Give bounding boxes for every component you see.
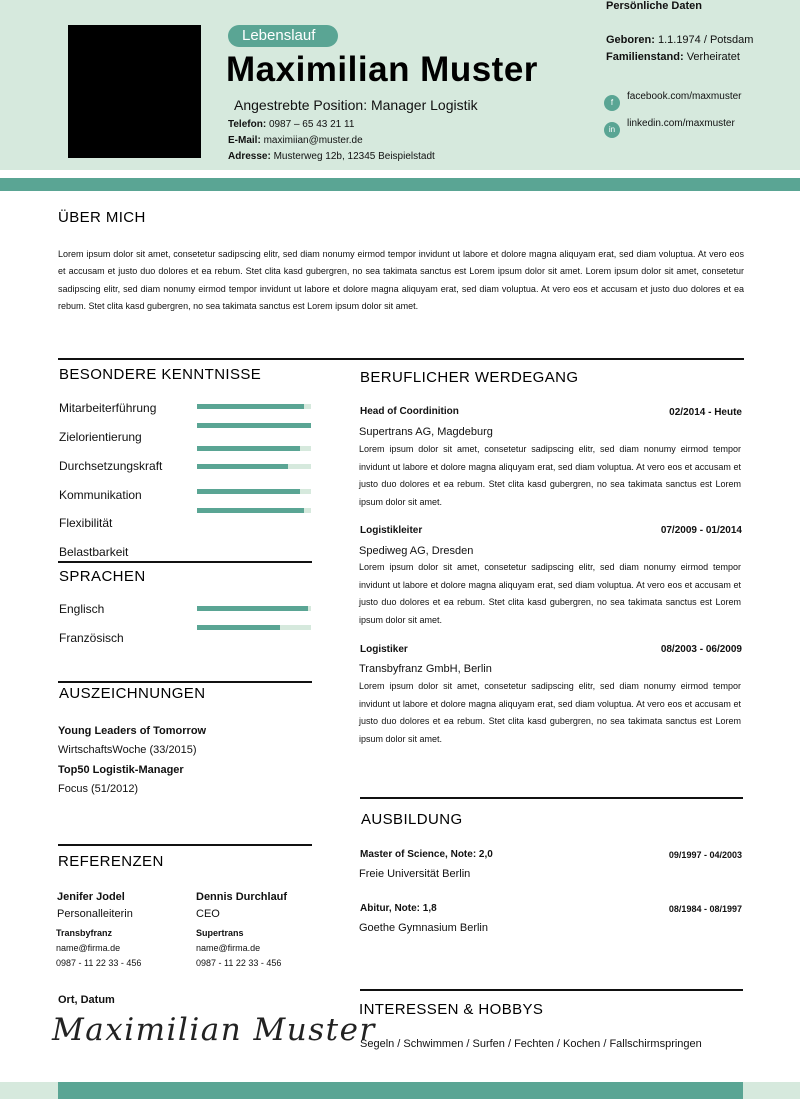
facebook-icon: f (604, 95, 620, 111)
skills-title: BESONDERE KENNTNISSE (59, 366, 262, 383)
skill-bar (197, 489, 311, 494)
reference-name: Dennis Durchlauf (196, 891, 288, 903)
hobbies-text: Segeln / Schwimmen / Surfen / Fechten / Kochen / Fallschirmspringen (360, 1038, 702, 1050)
job-date: 08/2003 - 06/2009 (660, 644, 742, 655)
email-row (228, 133, 568, 149)
phone-row (228, 117, 568, 133)
phone-label: Telefon: (228, 119, 267, 130)
degree: Abitur, Note: 1,8 (360, 903, 437, 914)
education-divider (360, 797, 743, 799)
reference-company: Supertrans (196, 928, 244, 938)
language-bar-fill (197, 625, 280, 630)
language-bar-fill (197, 606, 308, 611)
education-title: AUSBILDUNG (361, 811, 463, 828)
skill-bar (197, 508, 311, 513)
linkedin-link[interactable]: linkedin.com/maxmuster (627, 118, 735, 129)
reference-bottom (56, 926, 166, 967)
language-bar (197, 625, 311, 630)
experience-title: BERUFLICHER WERDEGANG (360, 369, 579, 386)
skill-bar (197, 446, 311, 451)
skill-bar-fill (197, 508, 304, 513)
language-label: Englisch (59, 602, 105, 616)
signature: Maximilian Muster (52, 1012, 376, 1048)
hobbies-divider (360, 989, 743, 991)
birth-row (606, 34, 753, 46)
born-value: 1.1.1974 / Potsdam (657, 34, 754, 46)
born-label: Geboren: (606, 34, 655, 46)
skill-bar-fill (197, 464, 288, 469)
job-date: 02/2014 - Heute (669, 407, 742, 418)
address-row (228, 149, 568, 165)
status-value: Verheiratet (686, 51, 740, 63)
skill-bar (197, 464, 311, 469)
job-description: Lorem ipsum dolor sit amet, consetetur sadipscing elitr, sed diam nonumy eirmod tempor invidunt ut labore et dolore magna aliquyam erat, sed diam voluptua. At vero eos et accusam et justo duo dolores et ea rebum. Stet clita kasd gubergren, no sea takimata sanctus est Lorem ipsum dolor sit amet. (359, 681, 741, 744)
skill-label: Kommunikation (59, 488, 142, 502)
phone-value: 0987 – 65 43 21 11 (268, 119, 355, 130)
awards-title: AUSZEICHNUNGEN (59, 685, 206, 702)
languages-divider (58, 561, 312, 563)
award-source: WirtschaftsWoche (33/2015) (58, 744, 197, 756)
skill-label: Zielorientierung (59, 430, 142, 444)
degree: Master of Science, Note: 2,0 (360, 849, 493, 860)
reference-top (56, 889, 166, 920)
skill-bar-fill (197, 404, 304, 409)
job-title: Head of Coordinition (360, 406, 459, 417)
job-title: Logistikleiter (360, 525, 423, 536)
hobbies-title: INTERESSEN & HOBBYS (359, 1001, 544, 1018)
contact-block (228, 117, 568, 162)
reference-company: Transbyfranz (56, 928, 113, 938)
about-text: Lorem ipsum dolor sit amet, consetetur sadipscing elitr, sed diam nonumy eirmod tempor invidunt ut labore et dolore magna aliquyam erat, sed diam voluptua. At vero eos et accusam et justo duo dolores et ea rebum. Stet clita kasd gubergren, no sea takimata sanctus est Lorem ipsum dolor sit amet. Lorem ipsum dolor sit amet, consetetur sadipscing elitr, sed diam nonumy eirmod tempor invidunt ut labore et dolore magna aliquyam erat, sed diam voluptua. At vero eos et accusam et justo duo dolores et ea rebum. Stet clita kasd gubergren, no sea takimata sanctus est Lorem ipsum dolor sit amet. (58, 249, 744, 311)
skill-bar (197, 404, 311, 409)
language-bar (197, 606, 311, 611)
linkedin-icon: in (604, 122, 620, 138)
reference-email: name@firma.de (56, 943, 121, 953)
reference-email: name@firma.de (196, 943, 261, 953)
job-description: Lorem ipsum dolor sit amet, consetetur sadipscing elitr, sed diam nonumy eirmod tempor invidunt ut labore et dolore magna aliquyam erat, sed diam voluptua. At vero eos et accusam et justo duo dolores et ea rebum. Stet clita kasd gubergren, no sea takimata sanctus est Lorem ipsum dolor sit amet. (359, 562, 741, 625)
reference-name: Jenifer Jodel (57, 891, 125, 903)
skill-bar (197, 423, 311, 428)
position-label: Angestrebte Position: (234, 97, 368, 113)
reference-phone: 0987 - 11 22 33 - 456 (56, 958, 142, 968)
place-date: Ort, Datum (58, 994, 115, 1006)
personal-data-title: Persönliche Daten (606, 0, 702, 12)
education-date: 08/1984 - 08/1997 (668, 904, 742, 914)
skill-label: Mitarbeiterführung (59, 401, 157, 415)
awards-divider (58, 681, 312, 683)
job-title: Logistiker (360, 644, 408, 655)
cv-badge: Lebenslauf (228, 25, 338, 47)
award-name: Top50 Logistik-Manager (58, 764, 184, 776)
skills-divider (58, 358, 744, 360)
language-label: Französisch (59, 631, 124, 645)
skills-list (0, 395, 340, 559)
awards-list (0, 722, 340, 795)
desired-position (234, 97, 478, 113)
job-company: Transbyfranz GmbH, Berlin (359, 663, 492, 675)
email-label: E-Mail: (228, 135, 261, 146)
award-name: Young Leaders of Tomorrow (58, 725, 207, 737)
award-source: Focus (51/2012) (58, 783, 139, 795)
reference-top (196, 889, 316, 920)
languages-list (0, 598, 340, 645)
footer-accent-bar (58, 1082, 743, 1099)
school: Freie Universität Berlin (359, 868, 471, 880)
profile-photo (68, 25, 201, 158)
languages-title: SPRACHEN (59, 568, 146, 585)
about-title: ÜBER MICH (58, 209, 146, 226)
job-company: Supertrans AG, Magdeburg (359, 426, 493, 438)
skill-label: Belastbarkeit (59, 545, 129, 559)
skill-bar-fill (197, 489, 300, 494)
reference-role: CEO (196, 908, 220, 920)
status-label: Familienstand: (606, 51, 684, 63)
marital-status-row (606, 51, 740, 63)
references-title: REFERENZEN (58, 853, 164, 870)
school: Goethe Gymnasium Berlin (359, 922, 488, 934)
facebook-link[interactable]: facebook.com/maxmuster (627, 91, 742, 102)
skill-label: Durchsetzungskraft (59, 459, 163, 473)
references-divider (58, 844, 312, 846)
reference-bottom (196, 926, 316, 967)
position-value: Manager Logistik (370, 97, 478, 113)
job-company: Spediweg AG, Dresden (359, 545, 474, 557)
skill-bar-fill (197, 446, 300, 451)
reference-role: Personalleiterin (57, 908, 133, 920)
reference-phone: 0987 - 11 22 33 - 456 (196, 958, 282, 968)
job-description: Lorem ipsum dolor sit amet, consetetur sadipscing elitr, sed diam nonumy eirmod tempor invidunt ut labore et dolore magna aliquyam erat, sed diam voluptua. At vero eos et accusam et justo duo dolores et ea rebum. Stet clita kasd gubergren, no sea takimata sanctus est Lorem ipsum dolor sit amet. (359, 444, 741, 507)
applicant-name: Maximilian Muster (226, 50, 538, 89)
address-value: Musterweg 12b, 12345 Beispielstadt (273, 151, 435, 162)
address-label: Adresse: (228, 151, 271, 162)
education-date: 09/1997 - 04/2003 (668, 850, 742, 860)
skill-label: Flexibilität (59, 516, 113, 530)
skill-bar-fill (197, 423, 311, 428)
email-value: maximiian@muster.de (263, 135, 363, 146)
header-accent-bar (0, 178, 800, 191)
job-date: 07/2009 - 01/2014 (660, 525, 742, 536)
